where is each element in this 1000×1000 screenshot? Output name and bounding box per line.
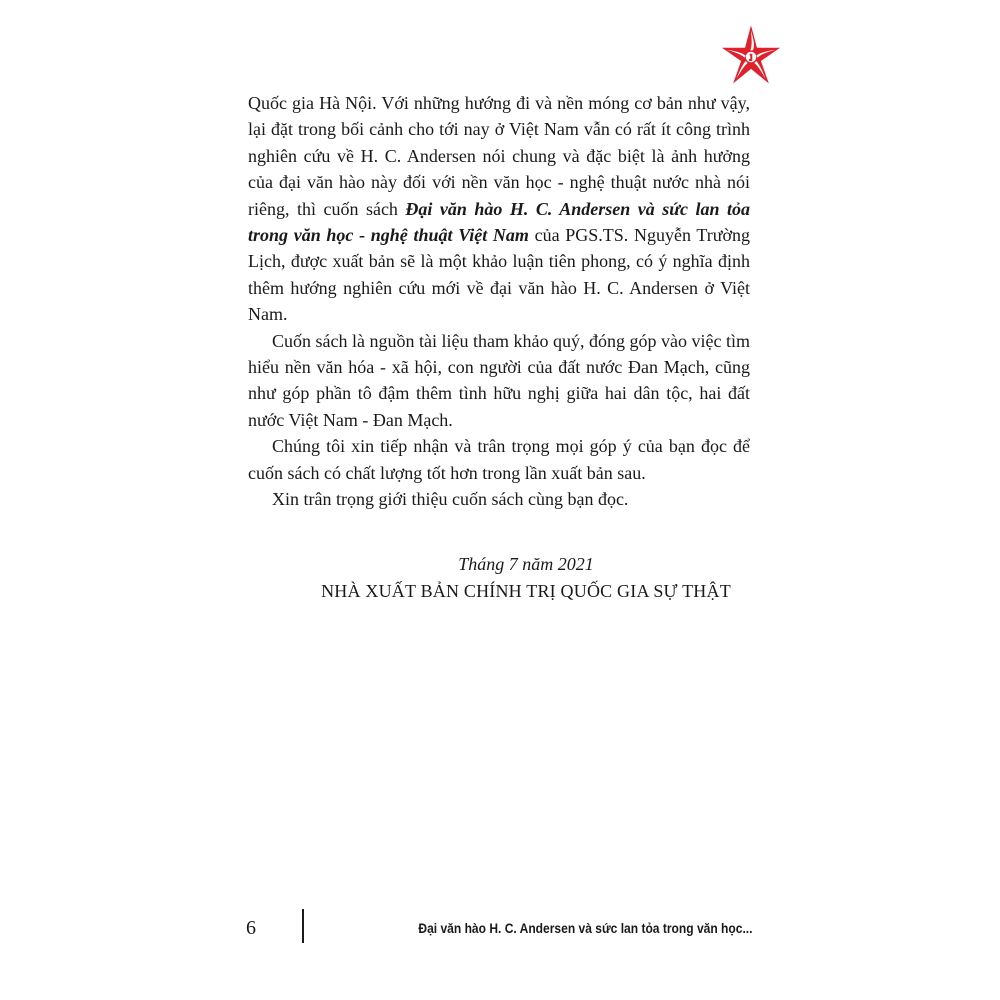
page-number: 6	[246, 917, 256, 939]
footer-divider	[302, 909, 304, 943]
paragraph-1-text-start: Quốc gia Hà Nội. Với những hướng đi và nền móng cơ bản như vậy, lại đặt trong bối cảnh cho tới nay ở Việt Nam vẫn có rất ít công trình nghiên cứu về H. C. Andersen nói chung và đặc biệt là ảnh hưởng của đại văn hào này đối với nền văn học - nghệ thuật nước nhà nói riêng, thì cuốn sách	[248, 93, 750, 219]
paragraph-1-text-end: của PGS.TS. Nguyễn Trường Lịch, được xuất bản sẽ là một khảo luận tiên phong, có ý nghĩa định thêm hướng nghiên cứu mới về đại văn hào H. C. Andersen ở Việt Nam.	[248, 225, 750, 325]
preface-body	[248, 90, 750, 513]
running-title: Đại văn hào H. C. Andersen và sức lan tỏa trong văn học...	[417, 920, 752, 936]
paragraph-4: Xin trân trọng giới thiệu cuốn sách cùng bạn đọc.	[272, 489, 629, 510]
paragraph-2: Cuốn sách là nguồn tài liệu tham khảo quý, đóng góp vào việc tìm hiểu nền văn hóa - xã hội, con người của đất nước Đan Mạch, cũng như góp phần tô đậm thêm tình hữu nghị giữa hai dân tộc, hai đất nước Việt Nam - Đan Mạch.	[248, 330, 750, 430]
signature-publisher: NHÀ XUẤT BẢN CHÍNH TRỊ QUỐC GIA SỰ THẬT	[321, 581, 731, 601]
paragraph-3: Chúng tôi xin tiếp nhận và trân trọng mọi góp ý của bạn đọc để cuốn sách có chất lượng tốt hơn trong lần xuất bản sau.	[248, 436, 750, 483]
book-title-emphasis: Đại văn hào H. C. Andersen và sức lan tỏa trong văn học - nghệ thuật Việt Nam	[248, 198, 750, 246]
publisher-star-logo-icon	[718, 24, 784, 90]
paragraph-1	[248, 90, 750, 328]
signature-date: Tháng 7 năm 2021	[458, 554, 594, 574]
